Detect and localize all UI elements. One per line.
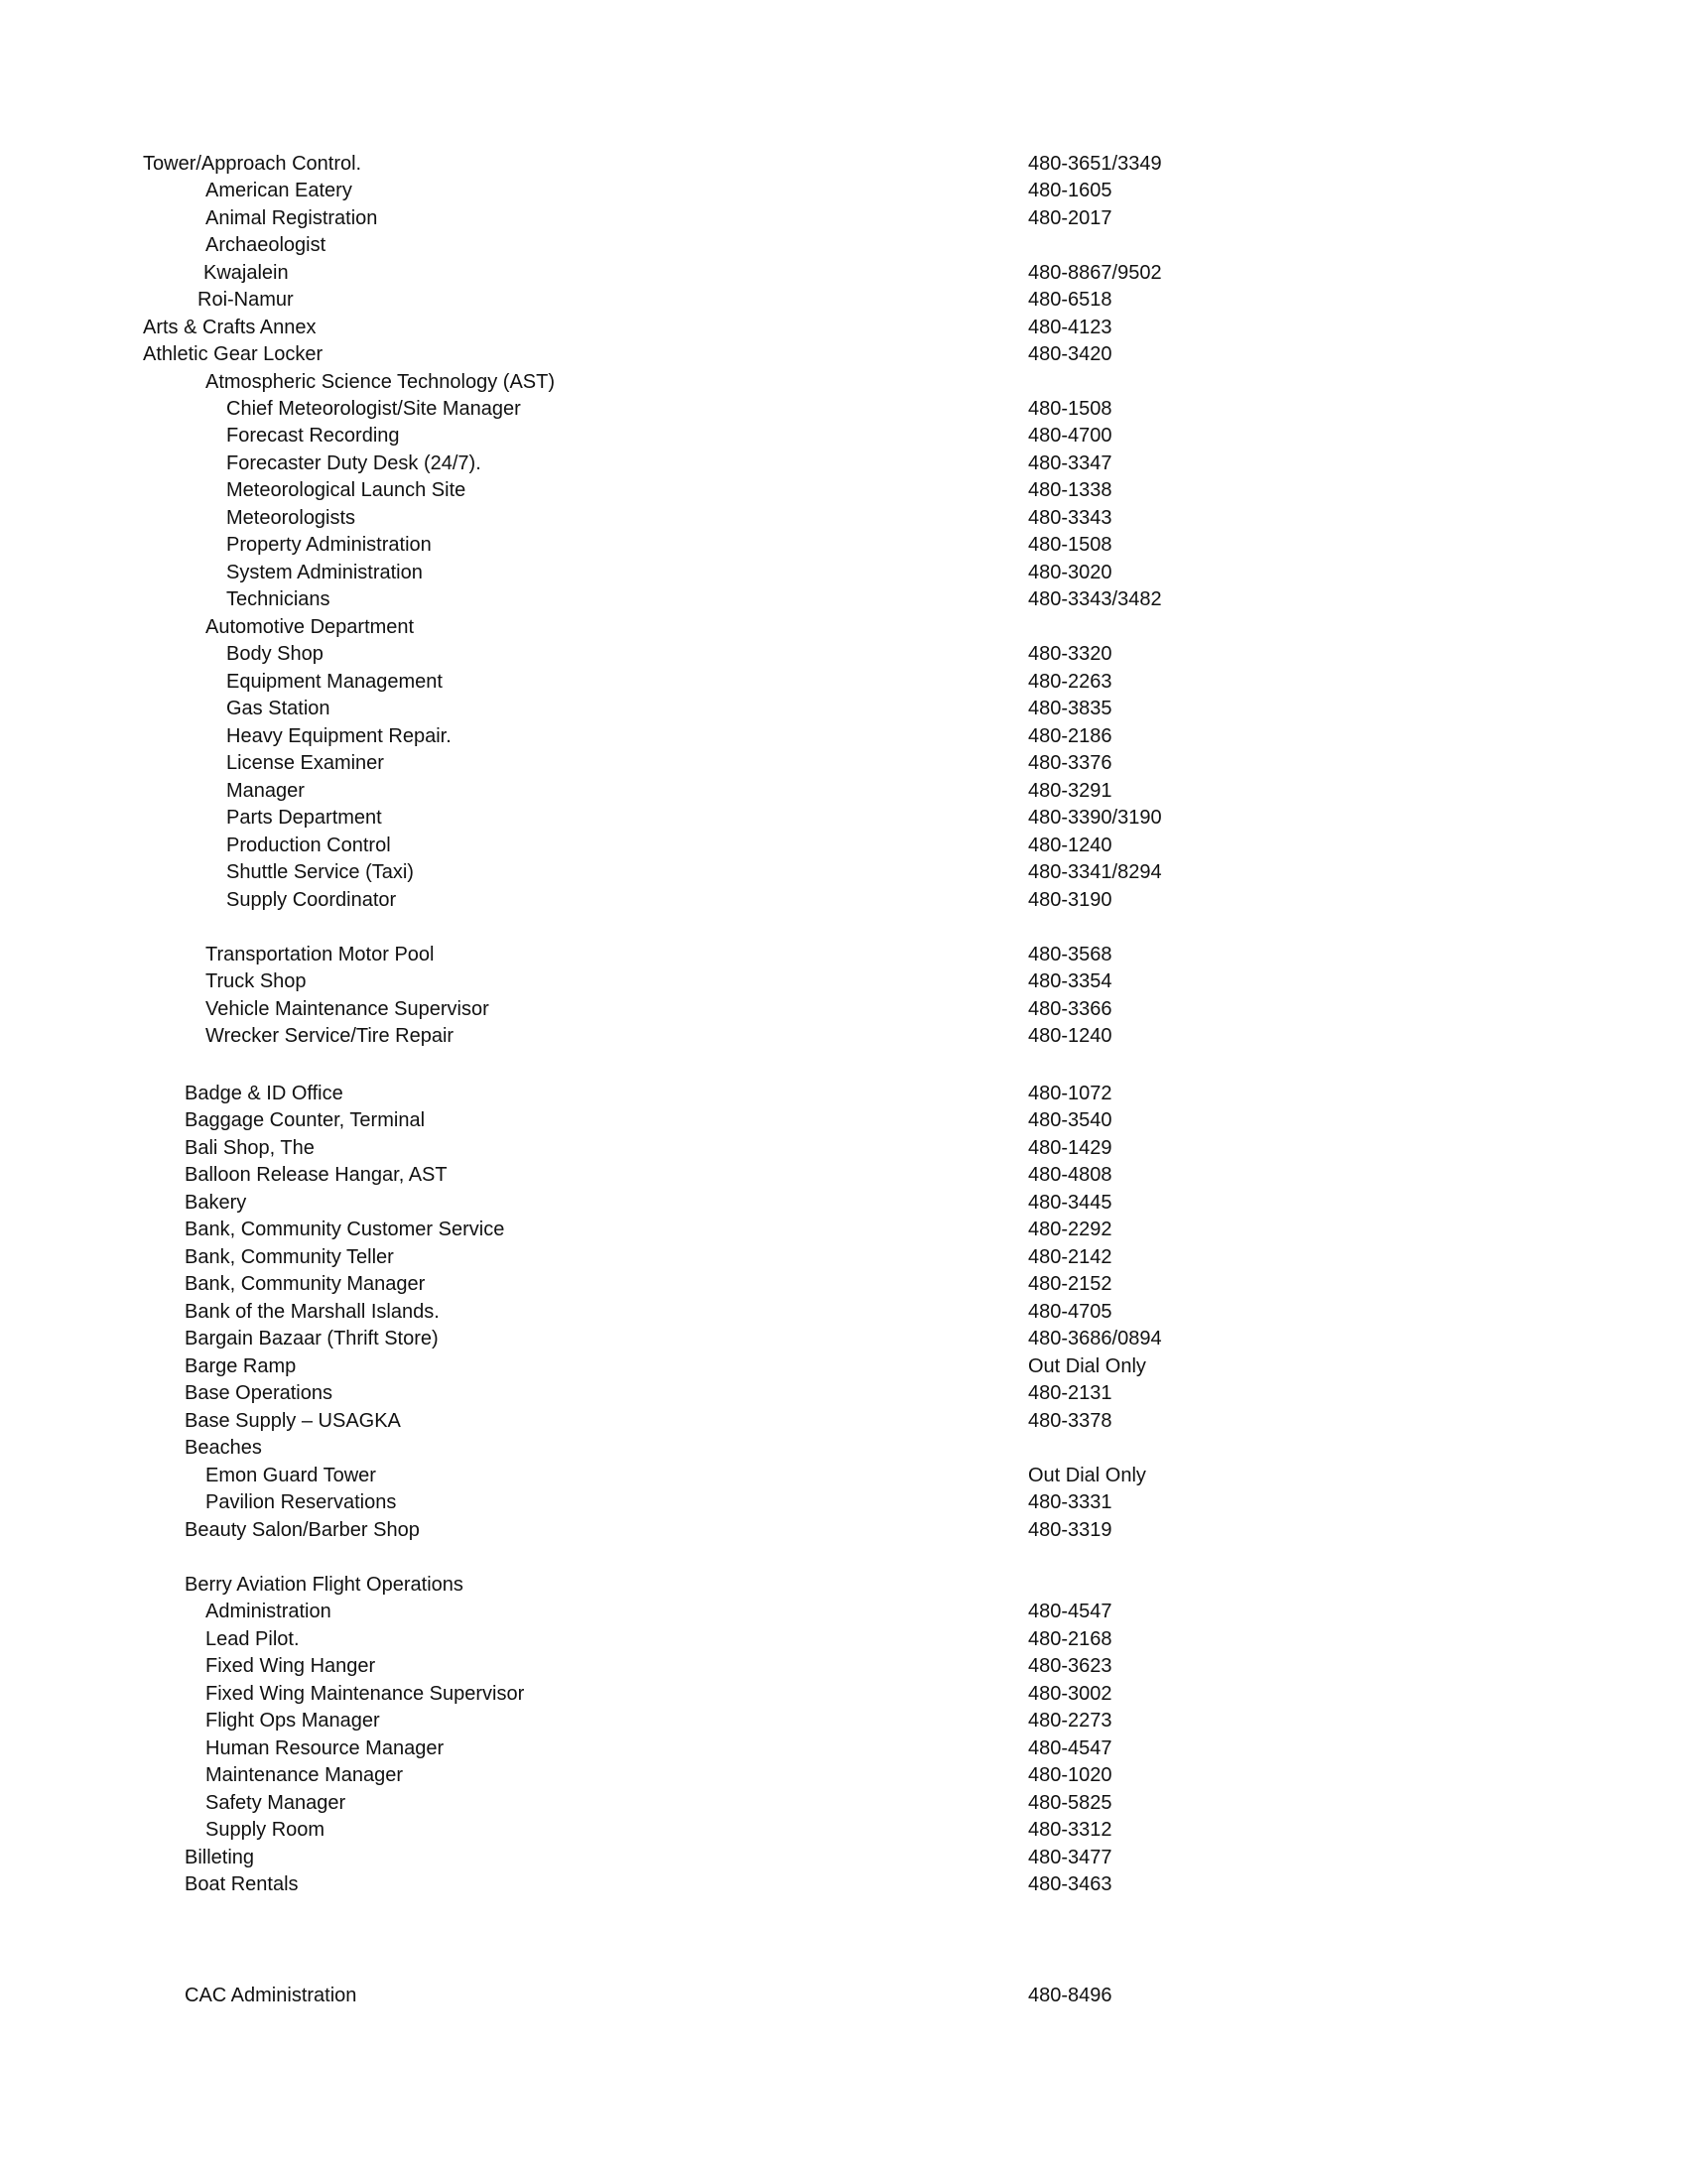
entry-phone: 480-4705 (1028, 1301, 1112, 1323)
entry-name: Flight Ops Manager (205, 1710, 380, 1732)
directory-entry (0, 314, 1688, 341)
entry-name: Truck Shop (205, 970, 307, 992)
directory-entry (0, 286, 1688, 314)
entry-phone: 480-3341/8294 (1028, 861, 1162, 883)
entry-phone: 480-6518 (1028, 289, 1112, 311)
entry-phone: 480-3020 (1028, 562, 1112, 583)
directory-entry (0, 1734, 1688, 1762)
directory-entry (0, 1270, 1688, 1298)
entry-name: Baggage Counter, Terminal (185, 1109, 426, 1131)
entry-name: Safety Manager (205, 1792, 346, 1814)
entry-phone: 480-2152 (1028, 1273, 1112, 1295)
directory-entry (0, 368, 1688, 396)
directory-entry (0, 231, 1688, 259)
entry-phone: 480-1508 (1028, 398, 1112, 420)
directory-entry (0, 613, 1688, 641)
entry-phone: 480-3540 (1028, 1109, 1112, 1131)
directory-entry (0, 1022, 1688, 1050)
directory-entry (0, 886, 1688, 914)
entry-phone: 480-3366 (1028, 998, 1112, 1020)
entry-phone: 480-3331 (1028, 1491, 1112, 1513)
entry-name: Pavilion Reservations (205, 1491, 397, 1513)
entry-phone: 480-2263 (1028, 671, 1112, 693)
directory-entry (0, 1488, 1688, 1516)
entry-name: Animal Registration (205, 207, 378, 229)
entry-phone: 480-1429 (1028, 1137, 1112, 1159)
directory-entry (0, 1462, 1688, 1489)
entry-name: Billeting (185, 1847, 255, 1868)
entry-name: Meteorological Launch Site (226, 479, 466, 501)
entry-phone: 480-2186 (1028, 725, 1112, 747)
directory-entry (0, 1434, 1688, 1462)
directory-entry (0, 1625, 1688, 1653)
entry-name: Supply Coordinator (226, 889, 397, 911)
entry-name: Forecaster Duty Desk (24/7). (226, 452, 481, 474)
entry-name: Bali Shop, The (185, 1137, 315, 1159)
entry-phone: 480-2017 (1028, 207, 1112, 229)
entry-phone: 480-4700 (1028, 425, 1112, 447)
entry-name: Bank, Community Manager (185, 1273, 426, 1295)
directory-entry (0, 1516, 1688, 1544)
entry-name: Chief Meteorologist/Site Manager (226, 398, 521, 420)
entry-phone: 480-4547 (1028, 1601, 1112, 1622)
entry-phone: 480-3463 (1028, 1873, 1112, 1895)
entry-phone: 480-3347 (1028, 452, 1112, 474)
entry-phone: 480-3190 (1028, 889, 1112, 911)
entry-name: Emon Guard Tower (205, 1465, 376, 1486)
entry-phone: 480-2131 (1028, 1382, 1112, 1404)
entry-phone: 480-3376 (1028, 752, 1112, 774)
entry-name: Tower/Approach Control. (143, 153, 362, 175)
directory-entry (0, 1216, 1688, 1243)
entry-name: CAC Administration (185, 1985, 357, 2006)
entry-name: Berry Aviation Flight Operations (185, 1574, 463, 1596)
entry-name: Fixed Wing Maintenance Supervisor (205, 1683, 525, 1705)
directory-entry (0, 941, 1688, 968)
directory-entry (0, 1106, 1688, 1134)
entry-name: Gas Station (226, 698, 330, 719)
entry-phone: 480-3651/3349 (1028, 153, 1162, 175)
entry-phone: 480-1508 (1028, 534, 1112, 556)
entry-phone: 480-2273 (1028, 1710, 1112, 1732)
directory-entry (0, 777, 1688, 805)
entry-name: Atmospheric Science Technology (AST) (205, 371, 556, 393)
entry-phone: Out Dial Only (1028, 1355, 1146, 1377)
entry-name: Beaches (185, 1437, 262, 1459)
directory-entry (0, 1379, 1688, 1407)
entry-name: Forecast Recording (226, 425, 400, 447)
directory-entry (0, 204, 1688, 232)
directory-entry (0, 749, 1688, 777)
directory-entry (0, 1707, 1688, 1734)
entry-name: Maintenance Manager (205, 1764, 404, 1786)
entry-phone: 480-3835 (1028, 698, 1112, 719)
entry-phone: 480-3390/3190 (1028, 807, 1162, 829)
entry-name: Vehicle Maintenance Supervisor (205, 998, 489, 1020)
entry-name: Fixed Wing Hanger (205, 1655, 376, 1677)
directory-entry (0, 150, 1688, 178)
directory-entry (0, 1325, 1688, 1352)
directory-entry (0, 1134, 1688, 1162)
entry-name: Bargain Bazaar (Thrift Store) (185, 1328, 439, 1349)
entry-name: Barge Ramp (185, 1355, 297, 1377)
directory-entry (0, 1080, 1688, 1107)
directory-entry (0, 668, 1688, 696)
entry-name: Heavy Equipment Repair. (226, 725, 452, 747)
directory-entry (0, 450, 1688, 477)
directory-entry (0, 1844, 1688, 1871)
entry-phone: 480-3312 (1028, 1819, 1112, 1841)
entry-name: Automotive Department (205, 616, 415, 638)
directory-entry (0, 1298, 1688, 1326)
entry-name: Boat Rentals (185, 1873, 299, 1895)
entry-name: American Eatery (205, 180, 352, 201)
entry-phone: 480-1240 (1028, 835, 1112, 856)
entry-phone: 480-2168 (1028, 1628, 1112, 1650)
directory-entry (0, 695, 1688, 722)
entry-phone: 480-3343/3482 (1028, 588, 1162, 610)
entry-phone: 480-3354 (1028, 970, 1112, 992)
entry-name: Bakery (185, 1192, 247, 1214)
entry-name: Bank, Community Teller (185, 1246, 394, 1268)
directory-entry (0, 804, 1688, 832)
entry-name: Transportation Motor Pool (205, 944, 435, 965)
directory-entry (0, 1652, 1688, 1680)
directory-entry (0, 1680, 1688, 1708)
entry-phone: 480-4808 (1028, 1164, 1112, 1186)
entry-phone: 480-1605 (1028, 180, 1112, 201)
entry-name: Technicians (226, 588, 330, 610)
entry-phone: 480-4547 (1028, 1737, 1112, 1759)
directory-entry (0, 259, 1688, 287)
entry-phone: 480-3291 (1028, 780, 1112, 802)
directory-entry (0, 395, 1688, 423)
directory-entry (0, 1598, 1688, 1625)
entry-name: Equipment Management (226, 671, 443, 693)
entry-phone: 480-1020 (1028, 1764, 1112, 1786)
directory-entry (0, 1870, 1688, 1898)
entry-name: Badge & ID Office (185, 1083, 343, 1104)
entry-name: Manager (226, 780, 305, 802)
entry-phone: Out Dial Only (1028, 1465, 1146, 1486)
entry-phone: 480-3477 (1028, 1847, 1112, 1868)
entry-phone: 480-3320 (1028, 643, 1112, 665)
entry-phone: 480-2142 (1028, 1246, 1112, 1268)
entry-name: License Examiner (226, 752, 384, 774)
directory-entry (0, 995, 1688, 1023)
directory-entry (0, 640, 1688, 668)
entry-phone: 480-4123 (1028, 317, 1112, 338)
entry-phone: 480-5825 (1028, 1792, 1112, 1814)
entry-name: Arts & Crafts Annex (143, 317, 317, 338)
directory-entry (0, 832, 1688, 859)
entry-name: Production Control (226, 835, 391, 856)
entry-phone: 480-3568 (1028, 944, 1112, 965)
entry-name: Shuttle Service (Taxi) (226, 861, 414, 883)
entry-name: Beauty Salon/Barber Shop (185, 1519, 420, 1541)
entry-name: Human Resource Manager (205, 1737, 445, 1759)
directory-entry (0, 967, 1688, 995)
entry-phone: 480-8496 (1028, 1985, 1112, 2006)
directory-entry (0, 559, 1688, 586)
entry-phone: 480-3623 (1028, 1655, 1112, 1677)
entry-name: Base Operations (185, 1382, 332, 1404)
directory-entry (0, 858, 1688, 886)
entry-name: Body Shop (226, 643, 324, 665)
entry-phone: 480-1072 (1028, 1083, 1112, 1104)
directory-entry (0, 1243, 1688, 1271)
entry-phone: 480-3686/0894 (1028, 1328, 1162, 1349)
directory-entry (0, 1761, 1688, 1789)
entry-name: Meteorologists (226, 507, 356, 529)
entry-phone: 480-3319 (1028, 1519, 1112, 1541)
directory-entry (0, 1161, 1688, 1189)
entry-name: Wrecker Service/Tire Repair (205, 1025, 454, 1047)
entry-phone: 480-1240 (1028, 1025, 1112, 1047)
entry-name: Bank of the Marshall Islands. (185, 1301, 440, 1323)
entry-phone: 480-8867/9502 (1028, 262, 1162, 284)
directory-entry (0, 504, 1688, 532)
directory-entry (0, 177, 1688, 204)
directory-entry (0, 1352, 1688, 1380)
entry-name: Supply Room (205, 1819, 325, 1841)
entry-name: Kwajalein (203, 262, 289, 284)
entry-phone: 480-3420 (1028, 343, 1112, 365)
entry-name: Balloon Release Hangar, AST (185, 1164, 448, 1186)
directory-entry (0, 531, 1688, 559)
directory-entry (0, 476, 1688, 504)
entry-phone: 480-3445 (1028, 1192, 1112, 1214)
directory-entry (0, 422, 1688, 450)
entry-name: Property Administration (226, 534, 432, 556)
entry-name: Base Supply – USAGKA (185, 1410, 401, 1432)
directory-entry (0, 1816, 1688, 1844)
directory-entry (0, 1789, 1688, 1817)
entry-name: Archaeologist (205, 234, 326, 256)
entry-name: Roi-Namur (197, 289, 294, 311)
directory-entry (0, 1407, 1688, 1435)
entry-name: Administration (205, 1601, 331, 1622)
entry-name: Lead Pilot. (205, 1628, 300, 1650)
entry-name: Bank, Community Customer Service (185, 1219, 505, 1240)
entry-name: System Administration (226, 562, 423, 583)
entry-phone: 480-1338 (1028, 479, 1112, 501)
entry-name: Athletic Gear Locker (143, 343, 324, 365)
directory-entry (0, 585, 1688, 613)
directory-entry (0, 340, 1688, 368)
entry-phone: 480-3378 (1028, 1410, 1112, 1432)
directory-entry (0, 1189, 1688, 1217)
entry-phone: 480-2292 (1028, 1219, 1112, 1240)
entry-phone: 480-3002 (1028, 1683, 1112, 1705)
entry-phone: 480-3343 (1028, 507, 1112, 529)
directory-entry (0, 722, 1688, 750)
entry-name: Parts Department (226, 807, 382, 829)
directory-entry (0, 1571, 1688, 1599)
directory-entry (0, 1982, 1688, 2009)
